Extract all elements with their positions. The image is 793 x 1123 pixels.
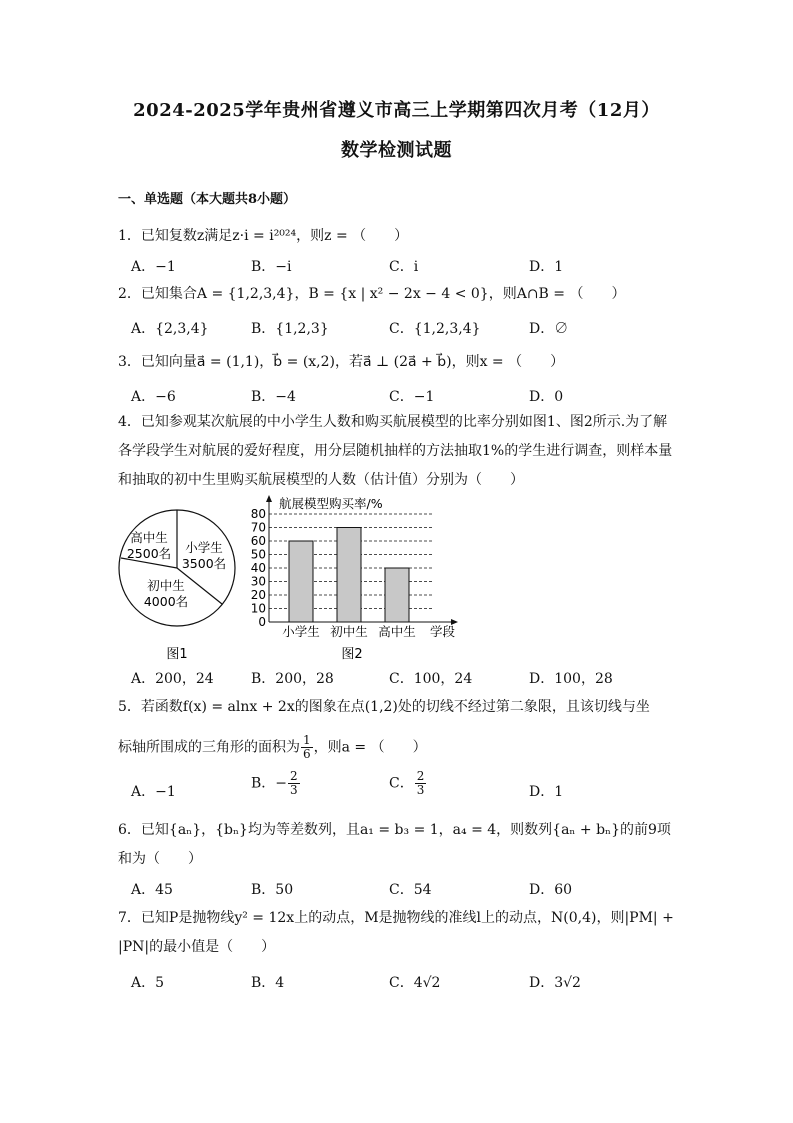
question-3-stem: 3．已知向量a⃗ = (1,1)，b⃗ = (x,2)，若a⃗ ⊥ (2a⃗ + b⃗)，则x = （ ）: [118, 354, 565, 370]
bar: [289, 541, 313, 622]
chart-bars: [289, 528, 409, 623]
question-7-option-c: C．4√2: [389, 975, 441, 991]
question-1-option-c: C．i: [389, 259, 419, 275]
question-5-option-a: A．−1: [131, 784, 176, 800]
question-4-option-c: C．100，24: [389, 671, 473, 687]
question-6-option-d: D．60: [529, 882, 573, 898]
question-7-option-a: A．5: [131, 975, 165, 991]
exam-title: 2024-2025学年贵州省遵义市高三上学期第四次月考（12月）: [133, 100, 660, 121]
x-tick-label: 小学生: [282, 624, 320, 639]
exam-subtitle: 数学检测试题: [341, 140, 452, 161]
question-4-options: [131, 668, 691, 688]
chart-x-ticks: [282, 624, 416, 639]
fraction-denominator: 3: [416, 783, 425, 797]
y-tick-label: 60: [250, 534, 266, 548]
pie-label-primary: 小学生: [185, 540, 223, 555]
question-7-option-b: B．4: [251, 975, 285, 991]
question-3-options: [131, 386, 691, 406]
y-tick-label: 10: [250, 601, 266, 616]
question-4-stem: 4．已知参观某次航展的中小学生人数和购买航展模型的比率分别如图1、图2所示.为了解各学段学生对航展的爱好程度，用分层随机抽样的方法抽取1%的学生进行调查，则样本量和抽取的初中生里购买航展模型的人数（估计值）分别为（ ）: [118, 414, 673, 488]
question-2-options: [131, 318, 691, 338]
option-b-prefix: B．−: [251, 775, 288, 792]
question-2-option-c: C．{1,2,3,4}: [389, 321, 481, 337]
question-6-option-c: C．54: [389, 882, 432, 898]
y-tick-label: 30: [250, 574, 266, 589]
question-1-options: [131, 256, 691, 276]
question-4-option-b: B．200，28: [251, 671, 334, 687]
question-5-option-b: [251, 770, 301, 797]
figure-1-pie: [108, 500, 248, 665]
question-6-stem: 6．已知{aₙ}，{bₙ}均为等差数列，且a₁ = b₃ = 1，a₄ = 4，则数列{aₙ + bₙ}的前9项和为（ ）: [118, 822, 671, 867]
pie-label-high: 高中生: [130, 530, 168, 545]
pie-value-high: 2500名: [126, 546, 172, 561]
question-2-stem: 2．已知集合A = {1,2,3,4}，B = {x | x² − 2x − 4 < 0}，则A∩B = （ ）: [118, 286, 626, 302]
question-1-stem: 1．已知复数z满足z·i = i²⁰²⁴，则z = （ ）: [118, 228, 409, 244]
question-1-option-a: A．−1: [131, 259, 176, 275]
y-axis-arrow: [266, 495, 272, 502]
pie-value-middle: 4000名: [143, 594, 189, 609]
fraction-numerator: 2: [290, 769, 298, 783]
question-2-option-a: A．{2,3,4}: [131, 321, 209, 337]
x-tick-label: 初中生: [330, 624, 368, 639]
chart-y-ticks: [251, 507, 266, 629]
fraction-denominator: 6: [303, 747, 311, 761]
y-tick-label: 20: [250, 588, 266, 602]
y-tick-label: 80: [250, 507, 266, 521]
question-6-option-a: A．45: [131, 882, 173, 898]
option-c-fraction: [415, 770, 427, 797]
y-axis-label: 航展模型购买率/%: [279, 496, 383, 511]
question-3-option-d: D．0: [529, 389, 564, 405]
question-5-options: [131, 769, 691, 801]
y-tick-label: 50: [250, 547, 266, 562]
y-tick-label: 70: [250, 520, 266, 535]
question-3-option-a: A．−6: [131, 389, 176, 405]
question-7-stem: 7．已知P是抛物线y² = 12x上的动点，M是抛物线的准线l上的动点，N(0,4)，则|PM| + |PN|的最小值是（ ）: [118, 910, 674, 955]
section-heading: 一、单选题（本大题共8小题）: [118, 192, 297, 207]
question-7-option-d: D．3√2: [529, 975, 581, 991]
fraction-denominator: 3: [290, 783, 298, 797]
question-2-option-b: B．{1,2,3}: [251, 321, 329, 337]
question-6-options: [131, 879, 691, 899]
question-5-stem-line1: 5．若函数f(x) = alnx + 2x的图象在点(1,2)处的切线不经过第二象限，且该切线与坐: [118, 699, 650, 715]
question-5-stem-tail: ，则a = （ ）: [313, 739, 427, 756]
question-3-option-b: B．−4: [251, 389, 296, 405]
question-1-option-d: D．1: [529, 259, 564, 275]
fraction-numerator: 2: [416, 769, 425, 783]
pie-value-primary: 3500名: [181, 556, 227, 571]
question-5-stem-text: 标轴所围成的三角形的面积为: [118, 739, 300, 756]
question-7-options: [131, 972, 691, 992]
figure-2-bar-chart: [248, 492, 468, 664]
figure-1-caption: 图1: [166, 647, 188, 662]
figure-2-caption: 图2: [341, 647, 363, 662]
question-4-option-d: D．100，28: [529, 671, 613, 687]
bar: [337, 528, 361, 623]
question-6-option-b: B．50: [251, 882, 294, 898]
y-tick-label: 40: [250, 561, 266, 575]
option-b-fraction: [288, 770, 300, 797]
y-tick-label: 0: [258, 615, 266, 629]
question-4-option-a: A．200，24: [131, 671, 214, 687]
x-tick-label: 高中生: [378, 624, 416, 639]
pie-label-middle: 初中生: [147, 578, 185, 593]
question-5-option-c: [389, 770, 427, 797]
question-5-option-d: D．1: [529, 784, 564, 800]
x-axis-label: 学段: [430, 624, 456, 639]
question-1-option-b: B．−i: [251, 259, 292, 275]
question-3-option-c: C．−1: [389, 389, 435, 405]
question-5-fraction: [301, 734, 313, 761]
option-c-prefix: C．: [389, 775, 414, 792]
fraction-numerator: 1: [303, 733, 311, 747]
question-2-option-d: D．∅: [529, 321, 569, 337]
bar: [385, 568, 409, 622]
question-5-stem-line2: [118, 734, 678, 761]
